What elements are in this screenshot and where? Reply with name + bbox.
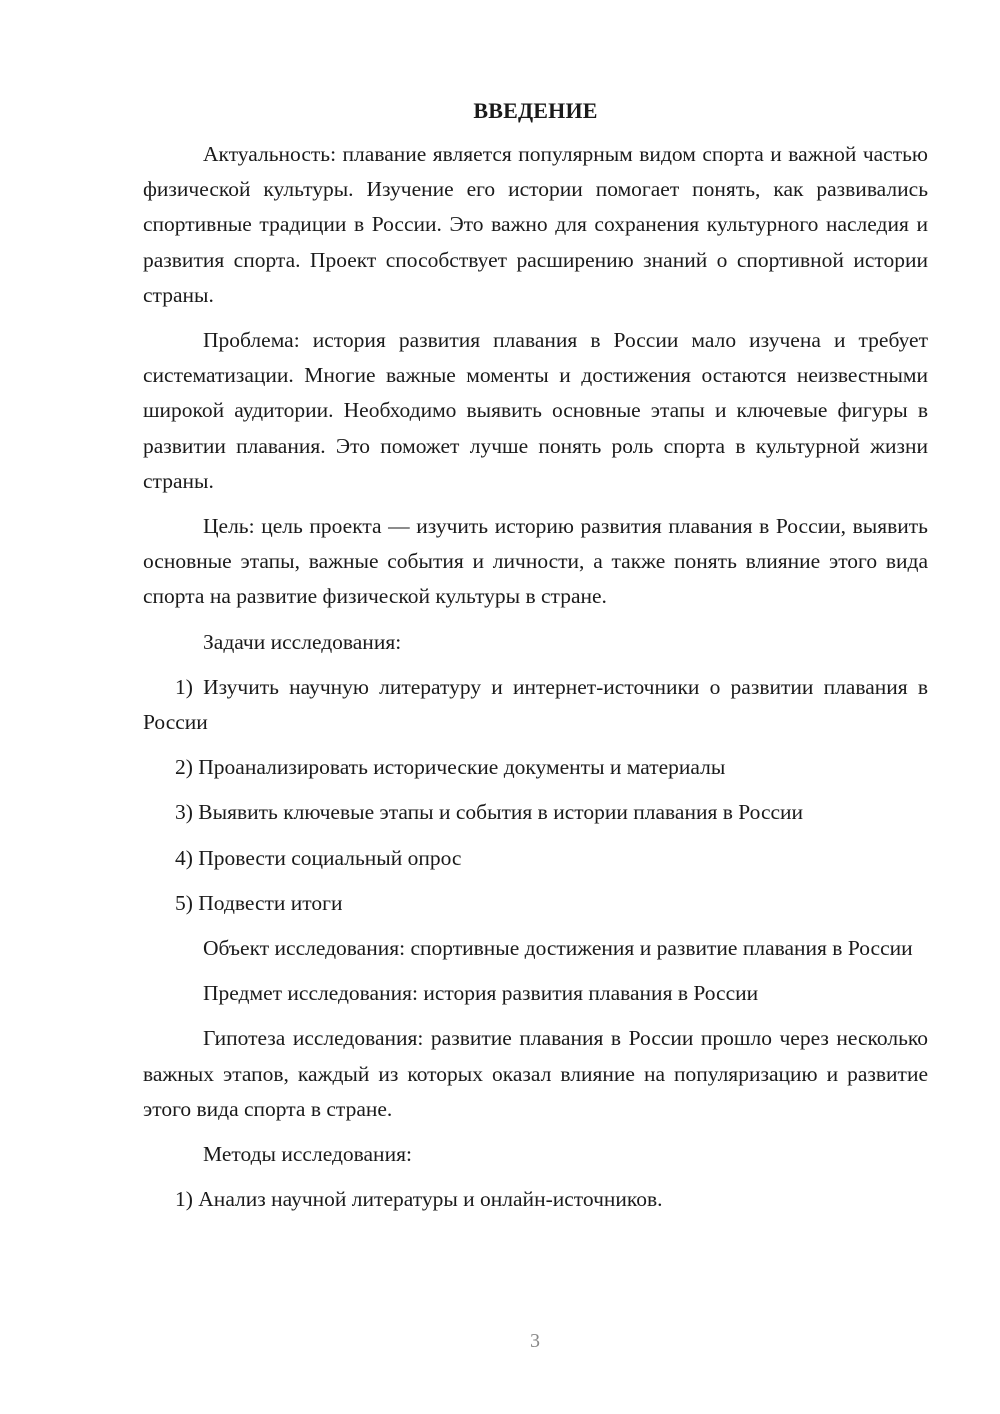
task-item: 2) Проанализировать исторические документы и материалы: [175, 755, 726, 780]
hypothesis-paragraph: Гипотеза исследования: развитие плавания в России прошло через несколько важных этапов, каждый из которых оказал влияние на популяризацию и развитие этого вида спорта в стране.: [143, 1026, 928, 1121]
object-paragraph: Объект исследования: спортивные достижения и развитие плавания в России: [203, 936, 913, 961]
goal-paragraph: Цель: цель проекта — изучить историю развития плавания в России, выявить основные этапы, важные события и личности, а также понять влияние этого вида спорта на развитие физической культуры в стране.: [143, 514, 928, 609]
problem-paragraph: Проблема: история развития плавания в России мало изучена и требует систематизации. Многие важные моменты и достижения остаются неизвестными широкой аудитории. Необходимо выявить основные этапы и ключевые фигуры в развитии плавания. Это поможет лучше понять роль спорта в культурной жизни страны.: [143, 328, 928, 493]
document-page: [143, 95, 928, 1227]
method-item: 1) Анализ научной литературы и онлайн-источников.: [175, 1187, 663, 1212]
task-item: 4) Провести социальный опрос: [175, 845, 462, 870]
relevance-paragraph: Актуальность: плавание является популярным видом спорта и важной частью физической культуры. Изучение его истории помогает понять, как развивались спортивные традиции в России. Это важно для сохранения культурного наследия и развития спорта. Проект способствует расширению знаний о спортивной истории страны.: [143, 142, 928, 307]
subject-paragraph: Предмет исследования: история развития плавания в России: [203, 981, 759, 1006]
tasks-heading: Задачи исследования:: [203, 629, 402, 654]
page-number: 3: [530, 1330, 540, 1352]
task-item: 3) Выявить ключевые этапы и события в истории плавания в России: [175, 800, 804, 825]
page-title: ВВЕДЕНИЕ: [473, 98, 598, 123]
task-item: 1) Изучить научную литературу и интернет-источники о развитии плавания в России: [143, 674, 928, 735]
task-item: 5) Подвести итоги: [175, 890, 343, 915]
methods-heading: Методы исследования:: [203, 1142, 412, 1167]
